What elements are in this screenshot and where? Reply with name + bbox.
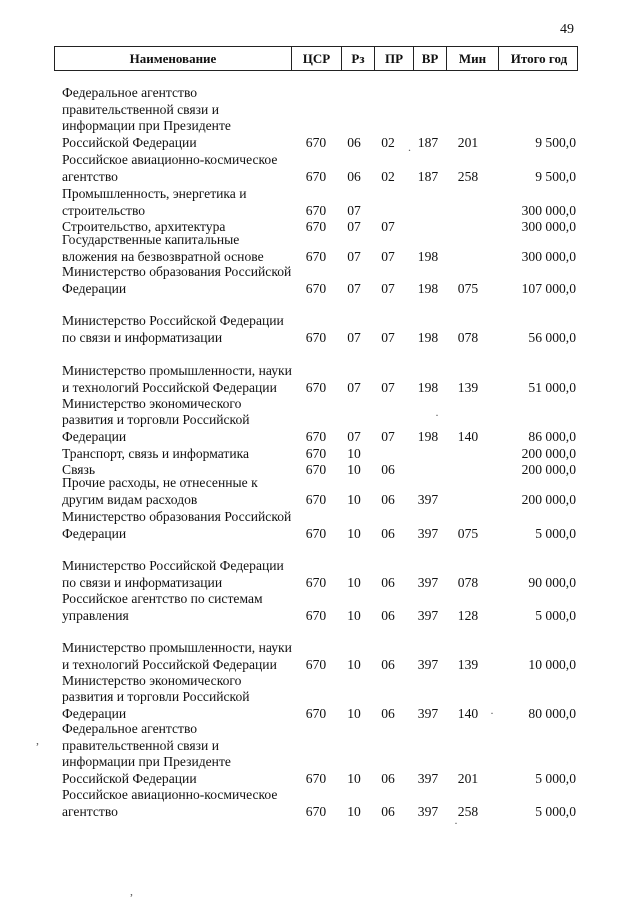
cell-pr: 02 (381, 134, 395, 150)
row-name: Министерство Российской Федерации по связи и информатизации (62, 313, 284, 345)
row-name: Государственные капитальные вложения на безвозвратной основе (62, 232, 264, 264)
cell-total: 86 000,0 (528, 428, 576, 444)
cell-csr: 670 (305, 428, 327, 444)
cell-pr: 06 (381, 770, 395, 786)
cell-min: 258 (457, 803, 479, 819)
row-name: Связь (62, 461, 96, 477)
row-name: Российское агентство по системам управления (62, 591, 263, 623)
cell-rz: 10 (347, 656, 361, 672)
cell-min: 140 (457, 705, 479, 721)
cell-vr: 397 (417, 656, 439, 672)
row-name: Министерство экономического развития и торговли Российской Федерации (62, 395, 250, 444)
cell-total: 90 000,0 (528, 574, 576, 590)
cell-rz: 07 (347, 329, 361, 345)
cell-csr: 670 (305, 525, 327, 541)
cell-total: 5 000,0 (535, 803, 576, 819)
cell-pr: 06 (381, 656, 395, 672)
cell-min: 258 (457, 168, 479, 184)
cell-csr: 670 (305, 491, 327, 507)
cell-rz: 06 (347, 168, 361, 184)
cell-rz: 10 (347, 607, 361, 623)
cell-rz: 07 (347, 280, 361, 296)
cell-pr: 07 (381, 329, 395, 345)
cell-pr: 06 (381, 525, 395, 541)
cell-vr: 198 (417, 428, 439, 444)
header-min: Мин (446, 47, 498, 70)
cell-rz: 10 (347, 770, 361, 786)
cell-total: 56 000,0 (528, 329, 576, 345)
cell-total: 5 000,0 (535, 607, 576, 623)
cell-pr: 07 (381, 248, 395, 264)
cell-rz: 10 (347, 461, 361, 477)
header-vr: ВР (413, 47, 446, 70)
page-number: 49 (560, 22, 574, 37)
cell-total: 80 000,0 (528, 705, 576, 721)
cell-min: 139 (457, 656, 479, 672)
cell-rz: 07 (347, 248, 361, 264)
cell-csr: 670 (305, 134, 327, 150)
cell-csr: 670 (305, 379, 327, 395)
cell-rz: 07 (347, 428, 361, 444)
cell-pr: 06 (381, 803, 395, 819)
cell-rz: 10 (347, 803, 361, 819)
cell-rz: 07 (347, 218, 361, 234)
row-name: Российское авиационно-космическое агентство (62, 787, 278, 819)
cell-min: 139 (457, 379, 479, 395)
cell-total: 300 000,0 (521, 202, 576, 218)
cell-rz: 10 (347, 491, 361, 507)
cell-vr: 397 (417, 607, 439, 623)
cell-vr: 198 (417, 280, 439, 296)
cell-pr: 07 (381, 379, 395, 395)
header-csr: ЦСР (291, 47, 341, 70)
cell-total: 300 000,0 (521, 218, 576, 234)
cell-rz: 07 (347, 379, 361, 395)
cell-csr: 670 (305, 202, 327, 218)
cell-min: 140 (457, 428, 479, 444)
row-name: Министерство образования Российской Федерации (62, 509, 292, 541)
header-rz: Рз (341, 47, 374, 70)
cell-rz: 10 (347, 574, 361, 590)
cell-total: 51 000,0 (528, 379, 576, 395)
cell-rz: 10 (347, 445, 361, 461)
cell-rz: 10 (347, 705, 361, 721)
row-name: Строительство, архитектура (62, 218, 226, 234)
row-name: Министерство промышленности, науки и технологий Российской Федерации (62, 363, 292, 395)
cell-total: 200 000,0 (521, 445, 576, 461)
row-name: Российское авиационно-космическое агентство (62, 152, 278, 184)
cell-total: 5 000,0 (535, 770, 576, 786)
cell-vr: 198 (417, 248, 439, 264)
cell-min: 201 (457, 770, 479, 786)
row-name: Федеральное агентство правительственной связи и информации при Президенте Российской Федерации (62, 721, 231, 786)
cell-pr: 02 (381, 168, 395, 184)
cell-total: 9 500,0 (535, 168, 576, 184)
cell-pr: 06 (381, 705, 395, 721)
cell-total: 200 000,0 (521, 491, 576, 507)
cell-csr: 670 (305, 218, 327, 234)
cell-pr: 06 (381, 574, 395, 590)
cell-vr: 198 (417, 329, 439, 345)
row-name: Министерство Российской Федерации по связи и информатизации (62, 558, 284, 590)
cell-csr: 670 (305, 248, 327, 264)
cell-vr: 397 (417, 705, 439, 721)
cell-min: 075 (457, 280, 479, 296)
cell-rz: 06 (347, 134, 361, 150)
cell-total: 200 000,0 (521, 461, 576, 477)
header-pr: ПР (374, 47, 413, 70)
cell-vr: 397 (417, 525, 439, 541)
cell-csr: 670 (305, 770, 327, 786)
cell-pr: 07 (381, 280, 395, 296)
cell-csr: 670 (305, 280, 327, 296)
cell-pr: 06 (381, 491, 395, 507)
cell-csr: 670 (305, 656, 327, 672)
cell-total: 107 000,0 (521, 280, 576, 296)
row-name: Министерство образования Российской Федерации (62, 264, 292, 296)
header-name: Наименование (129, 50, 217, 66)
cell-vr: 198 (417, 379, 439, 395)
cell-total: 300 000,0 (521, 248, 576, 264)
row-name: Федеральное агентство правительственной связи и информации при Президенте Российской Федерации (62, 85, 231, 150)
cell-vr: 397 (417, 491, 439, 507)
cell-csr: 670 (305, 607, 327, 623)
cell-pr: 07 (381, 428, 395, 444)
cell-pr: 06 (381, 607, 395, 623)
cell-min: 201 (457, 134, 479, 150)
row-name: Министерство промышленности, науки и технологий Российской Федерации (62, 640, 292, 672)
cell-vr: 187 (417, 168, 439, 184)
cell-vr: 397 (417, 803, 439, 819)
cell-total: 9 500,0 (535, 134, 576, 150)
cell-vr: 397 (417, 574, 439, 590)
cell-min: 078 (457, 329, 479, 345)
cell-csr: 670 (305, 574, 327, 590)
row-name: Промышленность, энергетика и строительство (62, 186, 247, 218)
header-total: Итого год (498, 47, 579, 70)
cell-csr: 670 (305, 803, 327, 819)
cell-min: 078 (457, 574, 479, 590)
cell-rz: 07 (347, 202, 361, 218)
cell-pr: 06 (381, 461, 395, 477)
cell-csr: 670 (305, 168, 327, 184)
cell-total: 10 000,0 (528, 656, 576, 672)
cell-min: 128 (457, 607, 479, 623)
cell-csr: 670 (305, 705, 327, 721)
cell-min: 075 (457, 525, 479, 541)
cell-total: 5 000,0 (535, 525, 576, 541)
cell-csr: 670 (305, 461, 327, 477)
cell-vr: 397 (417, 770, 439, 786)
cell-vr: 187 (417, 134, 439, 150)
cell-rz: 10 (347, 525, 361, 541)
row-name: Министерство экономического развития и торговли Российской Федерации (62, 672, 250, 721)
cell-csr: 670 (305, 445, 327, 461)
row-name: Прочие расходы, не отнесенные к другим видам расходов (62, 475, 258, 507)
row-name: Транспорт, связь и информатика (62, 445, 250, 461)
cell-pr: 07 (381, 218, 395, 234)
cell-csr: 670 (305, 329, 327, 345)
